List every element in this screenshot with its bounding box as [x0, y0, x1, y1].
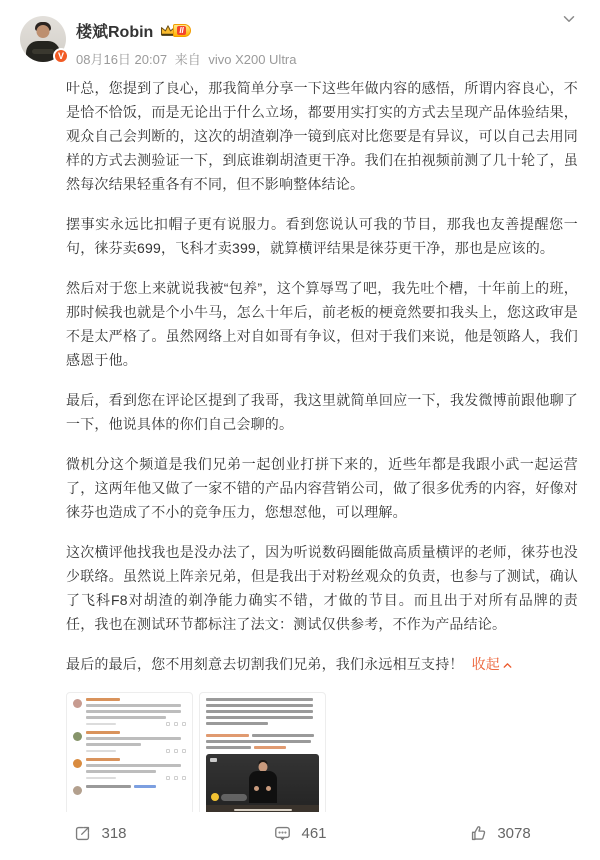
post-text	[66, 76, 578, 676]
chevron-up-icon	[501, 659, 514, 672]
attachment-comments-screenshot[interactable]	[66, 692, 193, 820]
collapse-post-link[interactable]	[472, 652, 514, 676]
thumbs-up-icon	[469, 824, 488, 843]
username[interactable]: 楼斌Robin	[76, 24, 154, 41]
comments-screenshot-content	[67, 693, 192, 819]
vip-level-label: II	[179, 26, 184, 35]
video-watermark	[210, 758, 217, 762]
post-meta	[76, 49, 301, 68]
post-paragraph: 然后对于您上来就说我被“包养”，这个算辱骂了吧，我先吐个槽，十年前上的班，那时候我也就是个小牛马，怎么十年后，前老板的梗竟然要扣我头上，您这政审是不是太严格了。虽然网络上对自如哥有争议，但对于我们来说，他是领路人，我们感恩于他。	[66, 280, 578, 368]
reply-screenshot-content	[200, 693, 325, 819]
comment-button[interactable]	[200, 824, 400, 843]
video-account-badge	[211, 793, 247, 801]
post-paragraph: 这次横评他找我也是没办法了，因为听说数码圈能做高质量横评的老师，徕芬也没少联络。虽然说上阵亲兄弟，但是我出于对粉丝观众的负责，也参与了测试，确认了飞科F8对胡渣的剃净能力确实不错，才做的节目。而且出于对所有品牌的责任，我也在测试环节都标注了法文：测试仅供参考，不作为产品结论。	[66, 544, 578, 632]
action-bar	[0, 812, 600, 854]
post-header	[20, 16, 301, 68]
like-count: 3078	[497, 824, 531, 842]
repost-count: 318	[101, 824, 127, 842]
vip-badge	[160, 24, 190, 37]
avatar[interactable]	[20, 16, 66, 62]
attachment-reply-screenshot[interactable]	[199, 692, 326, 820]
post-paragraph: 叶总，您提到了良心，那我简单分享一下这些年做内容的感悟，所谓内容良心，不是恰不恰饭，而是无论出于什么立场，都要用实打实的方式去呈现产品体验结果，观众自己会判断的，这次的胡渣剃净一镜到底对比您要是有异议，可以自己去用同样的方式去测验证一下，到底谁剃胡渣更干净。我们在拍视频前测了几十轮了，虽然每次结果轻重各有不同，但不影响整体结论。	[66, 80, 578, 192]
post-date: 08月16日 20:07	[76, 52, 168, 67]
post-paragraph: 摆事实永远比扣帽子更有说服力。看到您说认可我的节目，那我也友善提醒您一句，徕芬卖699，飞科才卖399，就算横评结果是徕芬更干净，那也是应该的。	[66, 216, 578, 256]
vip-level-pill	[173, 24, 190, 37]
post-attachments	[66, 692, 600, 820]
source-label: 来自	[174, 52, 201, 67]
verified-v-badge-icon: V	[53, 48, 69, 64]
collapse-label: 收起	[471, 656, 501, 672]
video-thumbnail[interactable]	[206, 754, 319, 814]
like-button[interactable]	[400, 824, 600, 843]
chevron-down-icon[interactable]	[560, 10, 578, 28]
repost-button[interactable]	[0, 824, 200, 843]
post-paragraph: 微机分这个频道是我们兄弟一起创业打拼下来的，近些年都是我跟小武一起运营了，这两年他又做了一家不错的产品内容营销公司，做了很多优秀的内容，好像对徕芬也造成了不小的竞争压力，您想怼他，可以理解。	[66, 456, 578, 520]
post-paragraph: 最后，看到您在评论区提到了我哥，我这里就简单回应一下，我发微博前跟他聊了一下，他说具体的你们自己会聊的。	[66, 392, 578, 432]
repost-icon	[73, 824, 92, 843]
comment-count: 461	[301, 824, 327, 842]
source-device[interactable]: vivo X200 Ultra	[208, 52, 297, 67]
post-paragraph: 最后的最后，您不用刻意去切割我们兄弟，我们永远相互支持！ 收起	[66, 652, 578, 676]
comment-icon	[273, 824, 292, 843]
